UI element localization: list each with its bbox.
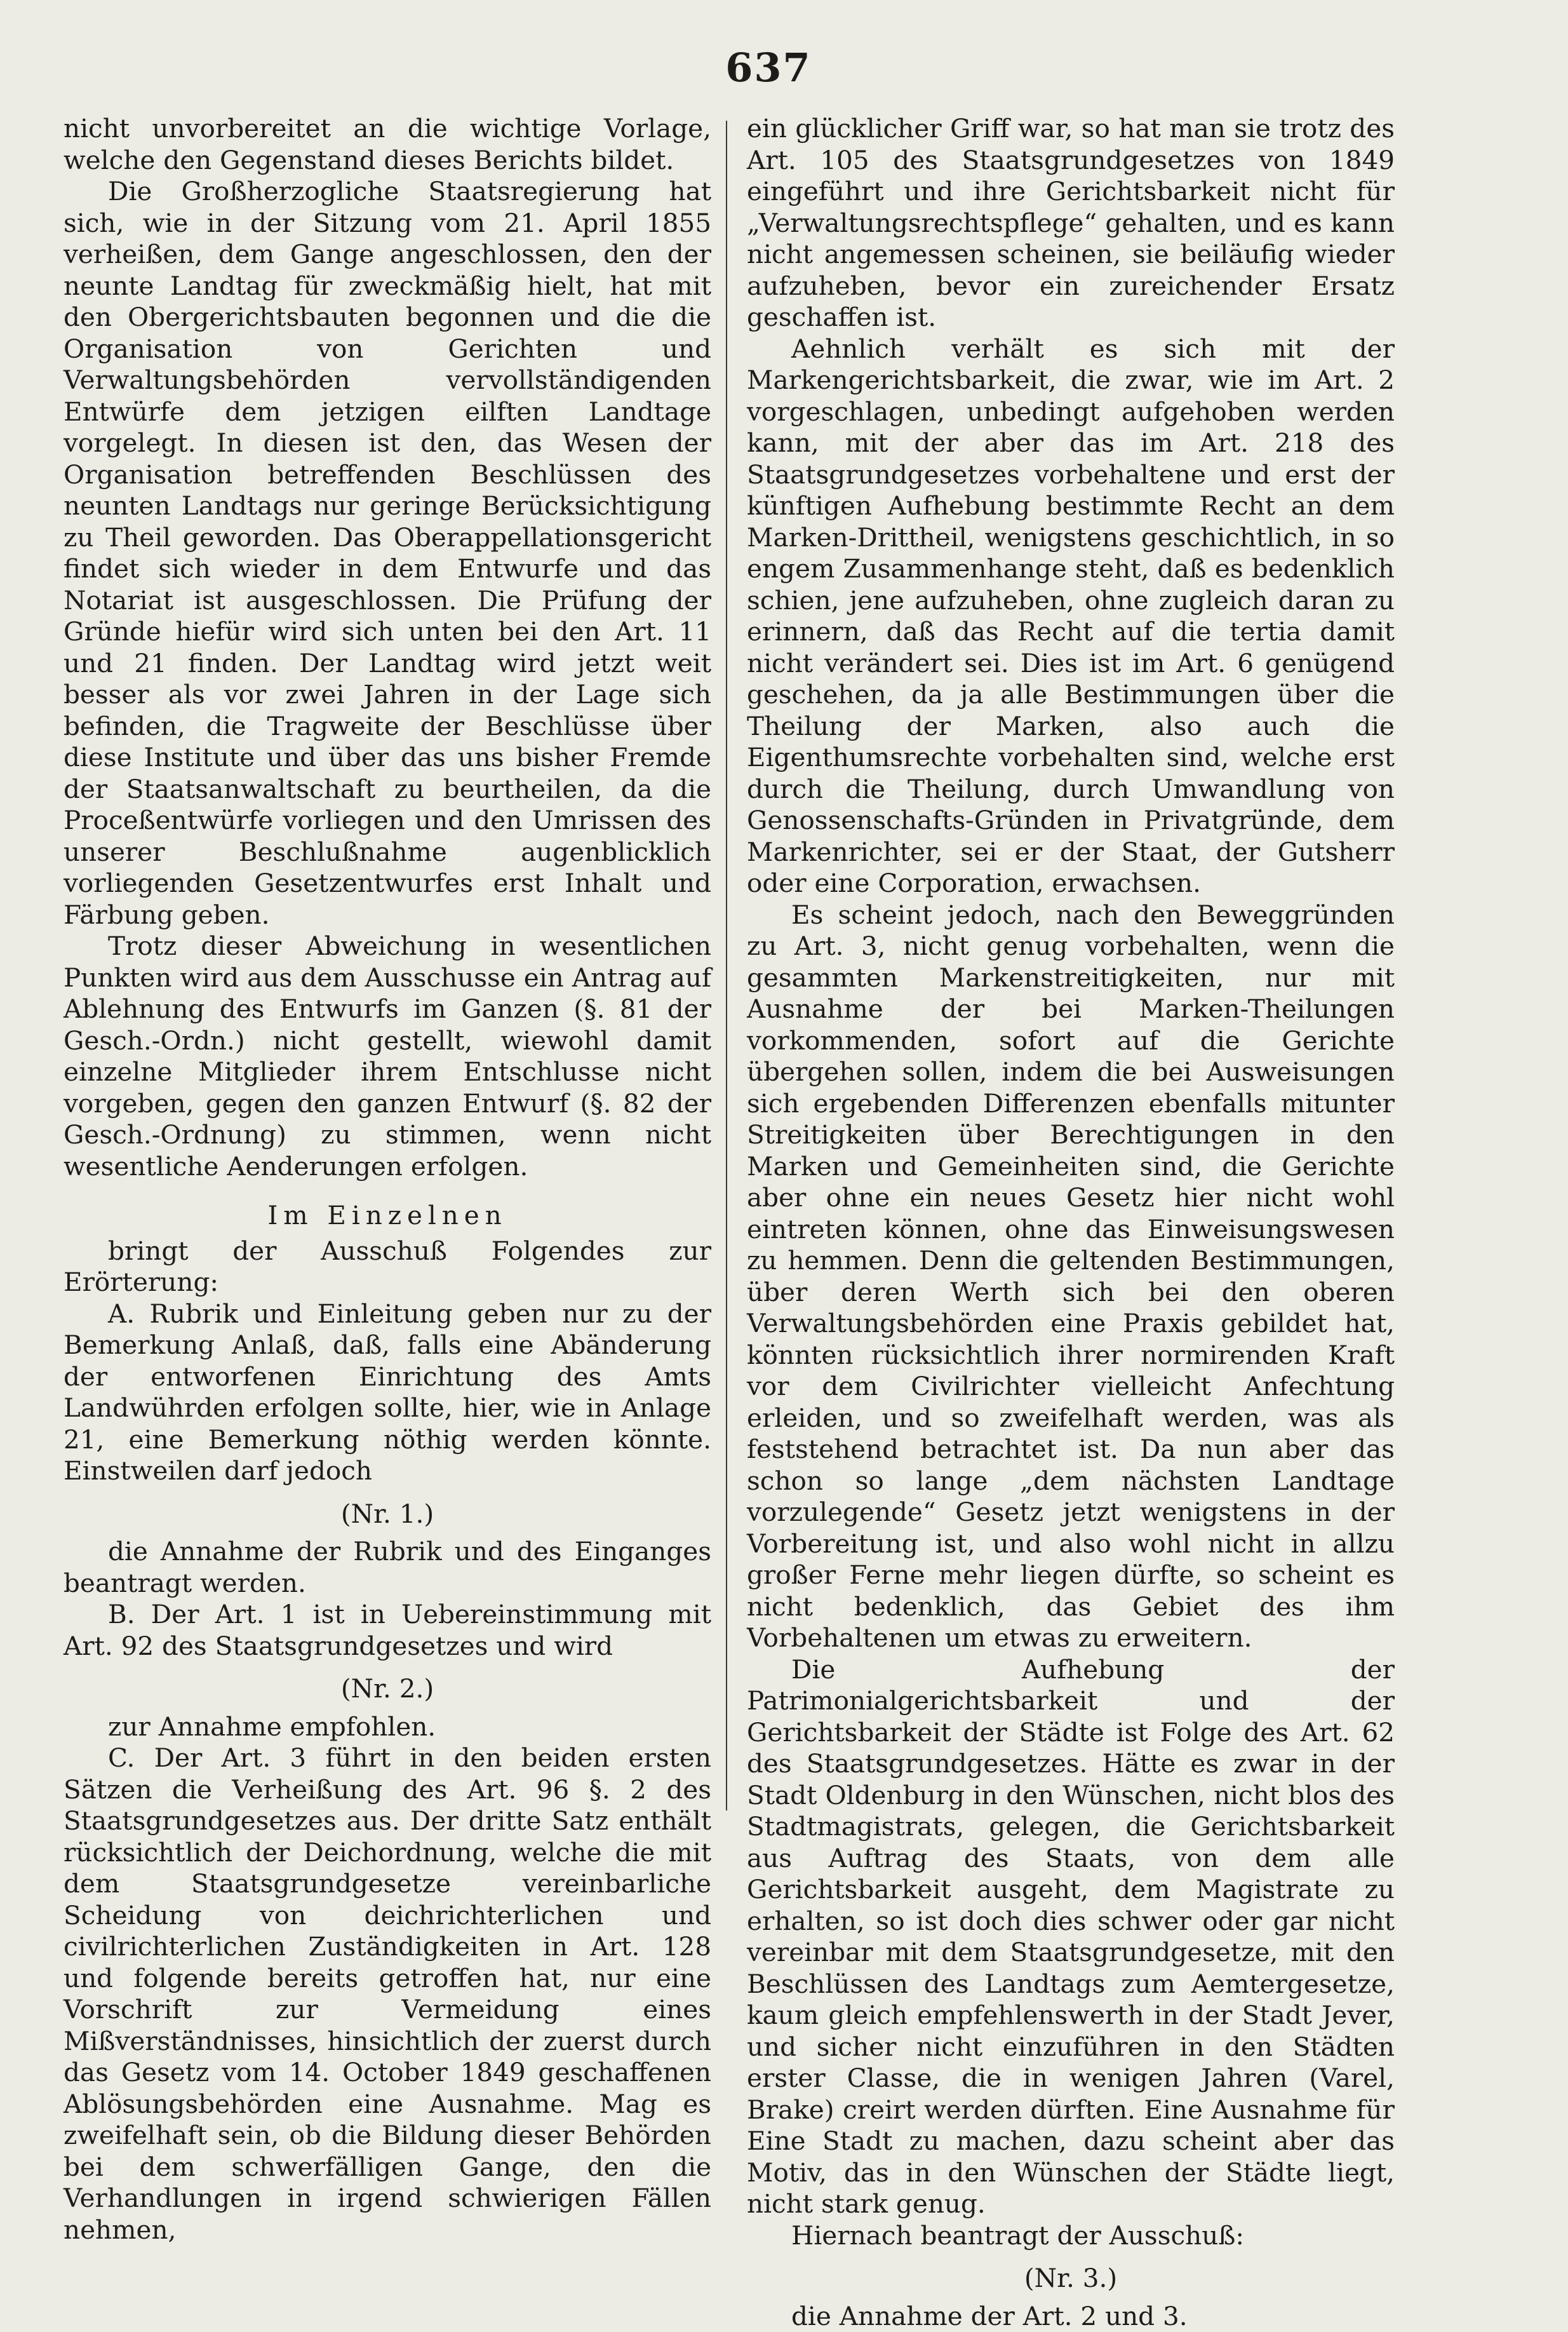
paragraph-c: C. Der Art. 3 führt in den beiden ersten Sätzen die Verheißung des Art. 96 §. 2 des Staatsgrundgesetzes aus. Der dritte Satz enthält rücksichtlich der Deichordnung, welche die mit dem Staatsgrundgesetze vereinbarliche Scheidung von deichrichterlichen und civilrichterlichen Zuständigkeiten in Art. 128 und folgende bereits getroffen hat, nur eine Vorschrift zur Vermeidung eines Mißverständnisses, hinsichtlich der zuerst durch das Gesetz vom 14. October 1849 geschaffenen Ablösungsbehörden eine Ausnahme. Mag es zweifelhaft sein, ob die Bildung dieser Behörden bei dem schwerfälligen Gange, den die Verhandlungen in irgend schwierigen Fällen nehmen, [64, 1742, 711, 2246]
paragraph-b-conclusion: zur Annahme empfohlen. [64, 1711, 711, 1743]
paragraph-continuation-right: ein glücklicher Griff war, so hat man sie trotz des Art. 105 des Staatsgrundgesetzes von 1849 eingeführt und ihre Gerichtsbarkeit nicht für „Verwaltungsrechtspflege“ gehalten, und es kann nicht angemessen scheinen, sie beiläufig wieder aufzuheben, bevor ein zureichender Ersatz geschaffen ist. [747, 113, 1395, 334]
left-column [64, 113, 711, 2246]
paragraph-patrimonialgerichtsbarkeit: Die Aufhebung der Patrimonialgerichtsbarkeit und der Gerichtsbarkeit der Städte ist Folge des Art. 62 des Staatsgrundgesetzes. Hätte es zwar in der Stadt Oldenburg in den Wünschen, nicht blos des Stadtmagistrats, gelegen, die Gerichtsbarkeit aus Auftrag des Staats, von dem alle Gerichtsbarkeit ausgeht, dem Magistrate zu erhalten, so ist doch dies schwer oder gar nicht vereinbar mit dem Staatsgrundgesetze, mit den Beschlüssen des Landtags zum Aemtergesetze, kaum gleich empfehlenswerth in der Stadt Jever, und sicher nicht einzuführen in den Städten erster Classe, die in wenigen Jahren (Varel, Brake) creirt werden dürften. Eine Ausnahme für Eine Stadt zu machen, dazu scheint aber das Motiv, das in den Wünschen der Städte liegt, nicht stark genug. [747, 1654, 1395, 2220]
motion-number-1: (Nr. 1.) [64, 1499, 711, 1530]
paragraph-continuation: nicht unvorbereitet an die wichtige Vorlage, welche den Gegenstand dieses Berichts bildet. [64, 113, 711, 176]
paragraph-a: A. Rubrik und Einleitung geben nur zu der Bemerkung Anlaß, daß, falls eine Abänderung der entworfenen Einrichtung des Amts Landwührden erfolgen sollte, hier, wie in Anlage 21, eine Bemerkung nöthig werden könnte. Einstweilen darf jedoch [64, 1298, 711, 1487]
motion-number-2: (Nr. 2.) [64, 1673, 711, 1705]
paragraph-intro: bringt der Ausschuß Folgendes zur Erörterung: [64, 1236, 711, 1298]
paragraph-markengerichtsbarkeit: Aehnlich verhält es sich mit der Markengerichtsbarkeit, die zwar, wie im Art. 2 vorgeschlagen, unbedingt aufgehoben werden kann, mit der aber das im Art. 218 des Staatsgrundgesetzes vorbehaltene und erst der künftigen Aufhebung bestimmte Recht an dem Marken-Drittheil, wenigstens geschichtlich, in so engem Zusammenhange steht, daß es bedenklich schien, jene aufzuheben, ohne zugleich daran zu erinnern, daß das Recht auf die tertia damit nicht verändert sei. Dies ist im Art. 6 genügend geschehen, da ja alle Bestimmungen über die Theilung der Marken, also auch die Eigenthumsrechte vorbehalten sind, welche erst durch die Theilung, durch Umwandlung von Genossenschafts-Gründen in Privatgründe, dem Markenrichter, sei er der Staat, der Gutsherr oder eine Corporation, erwachsen. [747, 334, 1395, 900]
right-column [747, 113, 1395, 2332]
paragraph-government-draft: Die Großherzogliche Staatsregierung hat sich, wie in der Sitzung vom 21. April 1855 verheißen, dem Gange angeschlossen, den der neunte Landtag für zweckmäßig hielt, hat mit den Obergerichtsbauten begonnen und die die Organisation von Gerichten und Verwaltungsbehörden vervollständigenden Entwürfe dem jetzigen eilften Landtage vorgelegt. In diesen ist den, das Wesen der Organisation betreffenden Beschlüssen des neunten Landtags nur geringe Berücksichtigung zu Theil geworden. Das Oberappellationsgericht findet sich wieder in dem Entwurfe und das Notariat ist ausgeschlossen. Die Prüfung der Gründe hiefür wird sich unten bei den Art. 11 und 21 finden. Der Landtag wird jetzt weit besser als vor zwei Jahren in der Lage sich befinden, die Tragweite der Beschlüsse über diese Institute und über das uns bisher Fremde der Staatsanwaltschaft zu beurtheilen, da die Proceßentwürfe vorliegen und den Umrissen des unserer Beschlußnahme augenblicklich vorliegenden Gesetzentwurfes erst Inhalt und Färbung geben. [64, 176, 711, 931]
column-divider [726, 121, 727, 1810]
motion-number-3: (Nr. 3.) [747, 2263, 1395, 2295]
paragraph-deviation: Trotz dieser Abweichung in wesentlichen Punkten wird aus dem Ausschusse ein Antrag auf Ablehnung des Entwurfs im Ganzen (§. 81 der Gesch.-Ordn.) nicht gestellt, wiewohl damit einzelne Mitglieder ihrem Entschlusse nicht vorgeben, gegen den ganzen Entwurf (§. 82 der Gesch.-Ordnung) zu stimmen, wenn nicht wesentliche Aenderungen erfolgen. [64, 931, 711, 1182]
paragraph-b: B. Der Art. 1 ist in Uebereinstimmung mit Art. 92 des Staatsgrundgesetzes und wird [64, 1599, 711, 1662]
section-heading: Im Einzelnen [64, 1200, 711, 1232]
paragraph-a-conclusion: die Annahme der Rubrik und des Einganges beantragt werden. [64, 1536, 711, 1599]
paragraph-markenstreitigkeiten: Es scheint jedoch, nach den Beweggründen zu Art. 3, nicht genug vorbehalten, wenn die gesammten Markenstreitigkeiten, nur mit Ausnahme der bei Marken-Theilungen vorkommenden, sofort auf die Gerichte übergehen sollen, indem die bei Ausweisungen sich ergebenden Differenzen ebenfalls mitunter Streitigkeiten über Berechtigungen in den Marken und Gemeinheiten sind, die Gerichte aber ohne ein neues Gesetz hier nicht wohl eintreten können, ohne das Einweisungswesen zu hemmen. Denn die geltenden Bestimmungen, über deren Werth sich bei den oberen Verwaltungsbehörden eine Praxis gebildet hat, könnten rücksichtlich ihrer normirenden Kraft vor dem Civilrichter vielleicht Anfechtung erleiden, und so zweifelhaft werden, was als feststehend betrachtet ist. Da nun aber das schon so lange „dem nächsten Landtage vorzulegende“ Gesetz jetzt wenigstens in der Vorbereitung ist, und also wohl nicht in allzu großer Ferne mehr liegen dürfte, so scheint es nicht bedenklich, das Gebiet des ihm Vorbehaltenen um etwas zu erweitern. [747, 900, 1395, 1654]
paragraph-final: die Annahme der Art. 2 und 3. [747, 2301, 1395, 2332]
page-number: 637 [699, 44, 838, 91]
paragraph-committee-motion: Hiernach beantragt der Ausschuß: [747, 2220, 1395, 2252]
